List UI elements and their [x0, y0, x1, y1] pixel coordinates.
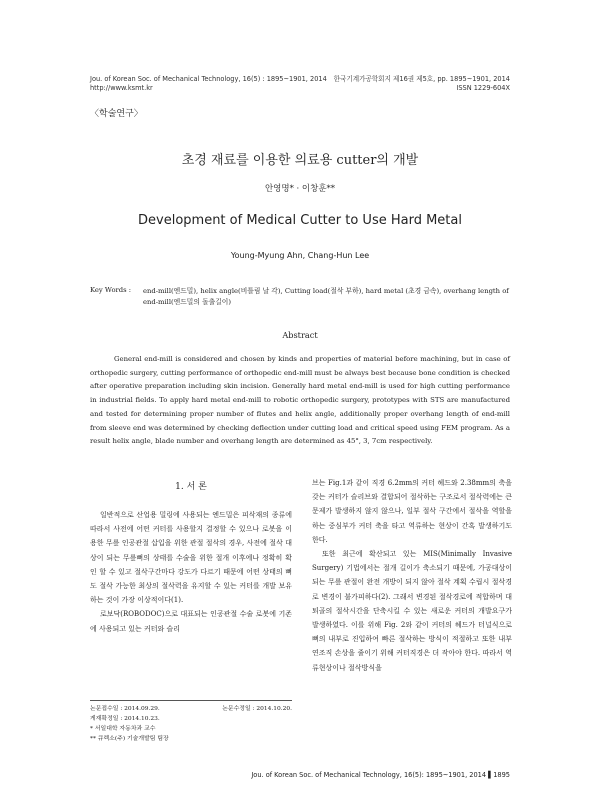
- footnotes: [90, 704, 292, 744]
- author-affiliation-2: ** 큐렉소(주) 기술개발팀 팀장: [90, 736, 169, 742]
- accepted-date: 게재확정일 : 2014.10.23.: [90, 716, 160, 722]
- authors-korean: 안영명* · 이창훈**: [264, 184, 336, 194]
- paper-title-korean: 초경 재료를 이용한 의료용 cutter의 개발: [181, 153, 419, 168]
- keywords-label: Key Words :: [90, 286, 132, 294]
- body-column-left: [90, 508, 292, 636]
- paragraph: 일반적으로 산업용 밀링에 사용되는 엔드밀은 피삭재의 종류에 따라서 사전에 어떤 커터를 사용할지 결정할 수 있으나 로봇을 이용한 무릎 인공관절 삽입을 위한 관절 절삭의 경우, 사전에 절삭 대상이 되는 무릎뼈의 상태를 수술을 위한 절개 이후에나 정확히 확인 할 수 있고 절삭구간마다 강도가 다르기 때문에 어떤 상태의 뼈도 절삭 가능한 최상의 절삭력을 유지할 수 있는 커터를 개발 보유하는 것이 가장 이상적이다(1).: [90, 511, 292, 605]
- author-affiliation-1: * 서일대학 자동차과 교수: [90, 726, 156, 732]
- keywords-text: end-mill(엔드밀), helix angle(비틀림 날 각), Cutting load(절삭 부하), hard metal (초경 금속), overhang length of end-mill(엔드밀의 돌출길이): [143, 287, 509, 306]
- authors-english: Young-Myung Ahn, Chang-Hun Lee: [230, 251, 370, 260]
- journal-header-left: [90, 75, 340, 93]
- page-footer: Jou. of Korean Soc. of Mechanical Technology, 16(5): 1895~1901, 2014 ▌1895: [251, 771, 510, 779]
- paper-title-english: Development of Medical Cutter to Use Hard Metal: [138, 213, 462, 228]
- paragraph: 또한 최근에 확산되고 있는 MIS(Minimally Invasive Surgery) 기법에서는 절개 길이가 축소되기 때문에, 가공대상이 되는 무릎 관절이 완전 개방이 되지 않아 절삭 계획 수립시 절삭경로 변경이 불가피하다(2). 그래서 변경된 절삭경로에 적합하며 대퇴골의 절삭시간을 단축시킬 수 있는 새로운 커터의 개발요구가 발생하였다. 이를 위해 Fig. 2와 같이 커터의 헤드가 터널식으로 뼈의 내부로 진입하여 빠른 절삭하는 방식이 적절하고 또한 내부 연조직 손상을 줄이기 위해 커터직경은 더 작아야 한다. 따라서 역류현상이나 절삭방식을: [312, 550, 512, 672]
- paragraph: 로보닥(ROBODOC)으로 대표되는 인공관절 수술 로봇에 기존에 사용되고 있는 커터와 슬리: [90, 610, 292, 633]
- journal-citation-en: Jou. of Korean Soc. of Mechanical Technology, 16(5) : 1895~1901, 2014: [90, 75, 327, 83]
- abstract-body: General end-mill is considered and chosen by kinds and properties of material before machining, but in case of orthopedic surgery, cutting performance of orthopedic end-mill must be always best because bone condition is checked after operative preparation including skin incision. Generally hard metal end-mill is used for high cutting performance in industrial fields. To apply hard metal end-mill to robotic orthopedic surgery, prototypes with STS are manufactured and tested for determining proper number of flutes and helix angle, additionally proper overhang length of end-mill from sleeve end was determined by checking deflection under cutting load and critical speed using FEM program. As a result helix angle, blade number and overhang length are determined as 45°, 3, 7cm respectively.: [90, 355, 510, 446]
- paragraph: 브는 Fig.1과 같이 직경 6.2mm의 커터 헤드와 2.38mm의 축을 갖는 커터가 슬리브와 결합되어 절삭하는 구조로서 절삭력에는 큰 문제가 발생하지 않지 않으나, 일부 절삭 구간에서 절삭을 역할을 하는 중심부가 커터 축을 타고 역류하는 현상이 간혹 발생하기도 한다.: [312, 479, 512, 544]
- journal-citation-ko: 한국기계가공학회지 제16권 제5호, pp. 1895~1901, 2014: [333, 75, 510, 83]
- journal-issn: ISSN 1229-604X: [456, 84, 510, 92]
- body-column-right: [312, 476, 512, 675]
- received-date: 논문접수일 : 2014.09.29.: [90, 706, 160, 712]
- revised-date: 논문수정일 : 2014.10.20.: [222, 706, 292, 712]
- section-heading-introduction: 1. 서 론: [175, 482, 207, 492]
- abstract-heading: Abstract: [282, 330, 318, 340]
- footnote-divider: [90, 700, 292, 701]
- article-type: 〈학술연구〉: [90, 109, 143, 119]
- journal-header-right: [322, 75, 510, 93]
- journal-url: http://www.ksmt.kr: [90, 84, 153, 92]
